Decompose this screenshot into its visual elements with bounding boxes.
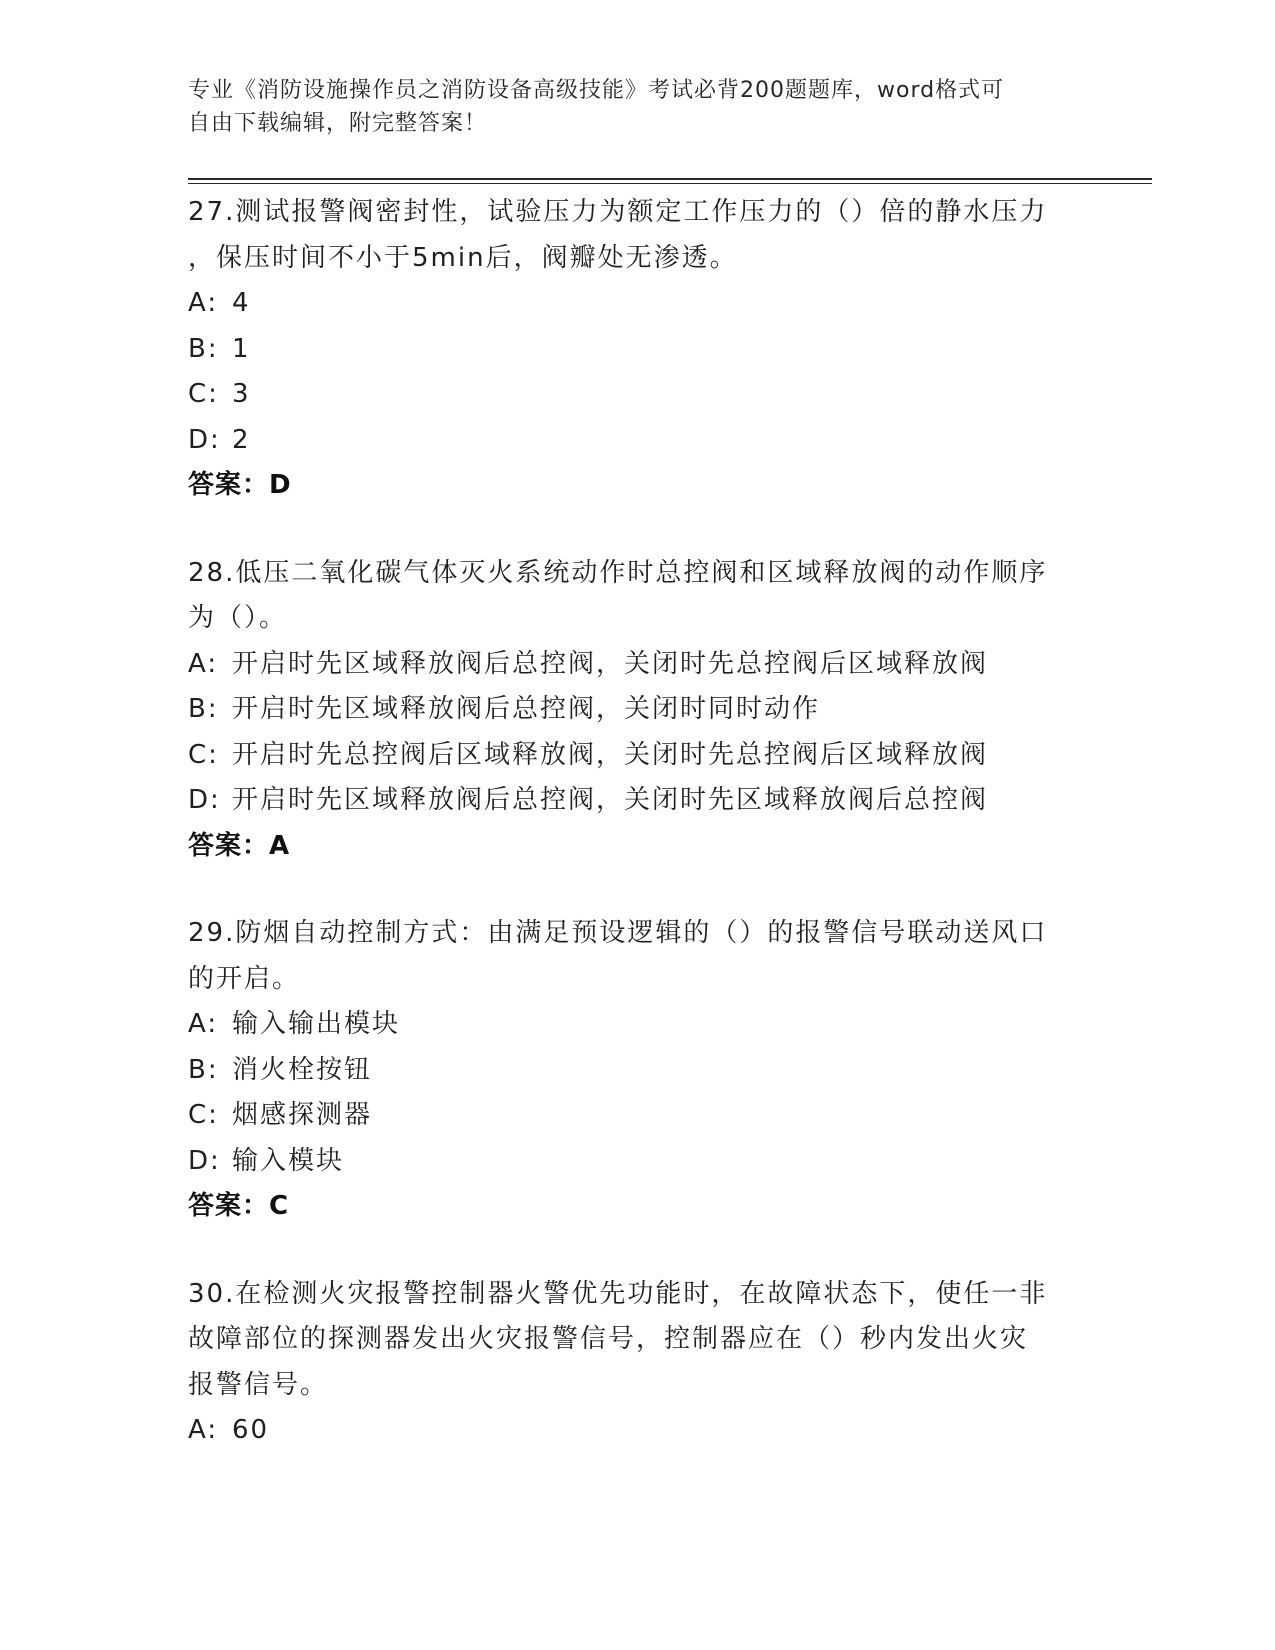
option-text: 开启时先区域释放阀后总控阀，关闭时先区域释放阀后总控阀 [232, 785, 989, 815]
option-text: 4 [232, 288, 251, 318]
option-d [188, 418, 1088, 464]
question-stem [188, 190, 1088, 281]
option-key: C: [188, 739, 219, 770]
stem-line: 27.测试报警阀密封性，试验压力为额定工作压力的（）倍的静水压力 [188, 197, 1048, 227]
option-d [188, 778, 1088, 824]
option-key: D: [188, 1145, 221, 1176]
option-key: D: [188, 785, 221, 815]
option-text: 输入输出模块 [232, 1009, 401, 1039]
stem-line: ，保压时间不小于5min后，阀瓣处无渗透。 [188, 242, 738, 273]
question-stem [188, 1272, 1088, 1409]
header-divider-thick [188, 178, 1152, 180]
option-c [188, 372, 1088, 418]
option-text: 2 [232, 424, 251, 455]
question-stem [188, 551, 1088, 642]
answer-label: 答案：A [188, 830, 291, 861]
answer-label: 答案：C [188, 1191, 290, 1221]
option-text: 开启时先区域释放阀后总控阀，关闭时同时动作 [232, 694, 821, 724]
option-text: 消火栓按钮 [232, 1054, 373, 1085]
question-stem [188, 911, 1088, 1002]
header-divider-thin [188, 183, 1152, 184]
option-key: C: [188, 1100, 219, 1130]
option-c [188, 733, 1088, 779]
option-a [188, 281, 1088, 327]
option-b [188, 687, 1088, 733]
stem-line: 故障部位的探测器发出火灾报警信号，控制器应在（）秒内发出火灾 [188, 1324, 1029, 1354]
question-list [188, 190, 1088, 1496]
option-a [188, 1002, 1088, 1048]
stem-line: 报警信号。 [188, 1369, 329, 1400]
stem-line: 为（）。 [188, 603, 288, 633]
stem-line: 28.低压二氧化碳气体灭火系统动作时总控阀和区域释放阀的动作顺序 [188, 557, 1048, 588]
option-text: 开启时先区域释放阀后总控阀，关闭时先总控阀后区域释放阀 [232, 648, 989, 679]
option-a [188, 642, 1088, 688]
option-b [188, 327, 1088, 373]
question-28 [188, 551, 1088, 870]
option-key: D: [188, 424, 221, 455]
option-b [188, 1048, 1088, 1094]
option-key: A: [188, 288, 219, 318]
stem-line: 的开启。 [188, 963, 301, 994]
stem-line: 29.防烟自动控制方式：由满足预设逻辑的（）的报警信号联动送风口 [188, 918, 1048, 948]
document-header [188, 74, 1068, 140]
option-key: C: [188, 379, 219, 409]
option-key: A: [188, 1009, 219, 1039]
option-text: 1 [232, 333, 251, 364]
option-key: B: [188, 694, 219, 724]
option-d [188, 1139, 1088, 1185]
header-line-1: 专业《消防设施操作员之消防设备高级技能》考试必背200题题库，word格式可 [188, 78, 1005, 103]
option-text: 60 [232, 1415, 270, 1445]
option-key: B: [188, 1054, 219, 1085]
option-text: 开启时先总控阀后区域释放阀，关闭时先总控阀后区域释放阀 [232, 739, 989, 770]
stem-line: 30.在检测火灾报警控制器火警优先功能时，在故障状态下，使任一非 [188, 1278, 1048, 1309]
option-key: B: [188, 333, 219, 364]
option-c [188, 1093, 1088, 1139]
option-a [188, 1408, 1088, 1454]
option-text: 烟感探测器 [232, 1100, 373, 1130]
header-line-2: 自由下载编辑，附完整答案！ [188, 111, 488, 136]
answer-label: 答案：D [188, 470, 292, 500]
option-text: 输入模块 [232, 1145, 345, 1176]
option-text: 3 [232, 379, 251, 409]
question-30 [188, 1272, 1088, 1454]
option-key: A: [188, 648, 219, 679]
question-27 [188, 190, 1088, 509]
option-key: A: [188, 1415, 219, 1445]
question-29 [188, 911, 1088, 1230]
